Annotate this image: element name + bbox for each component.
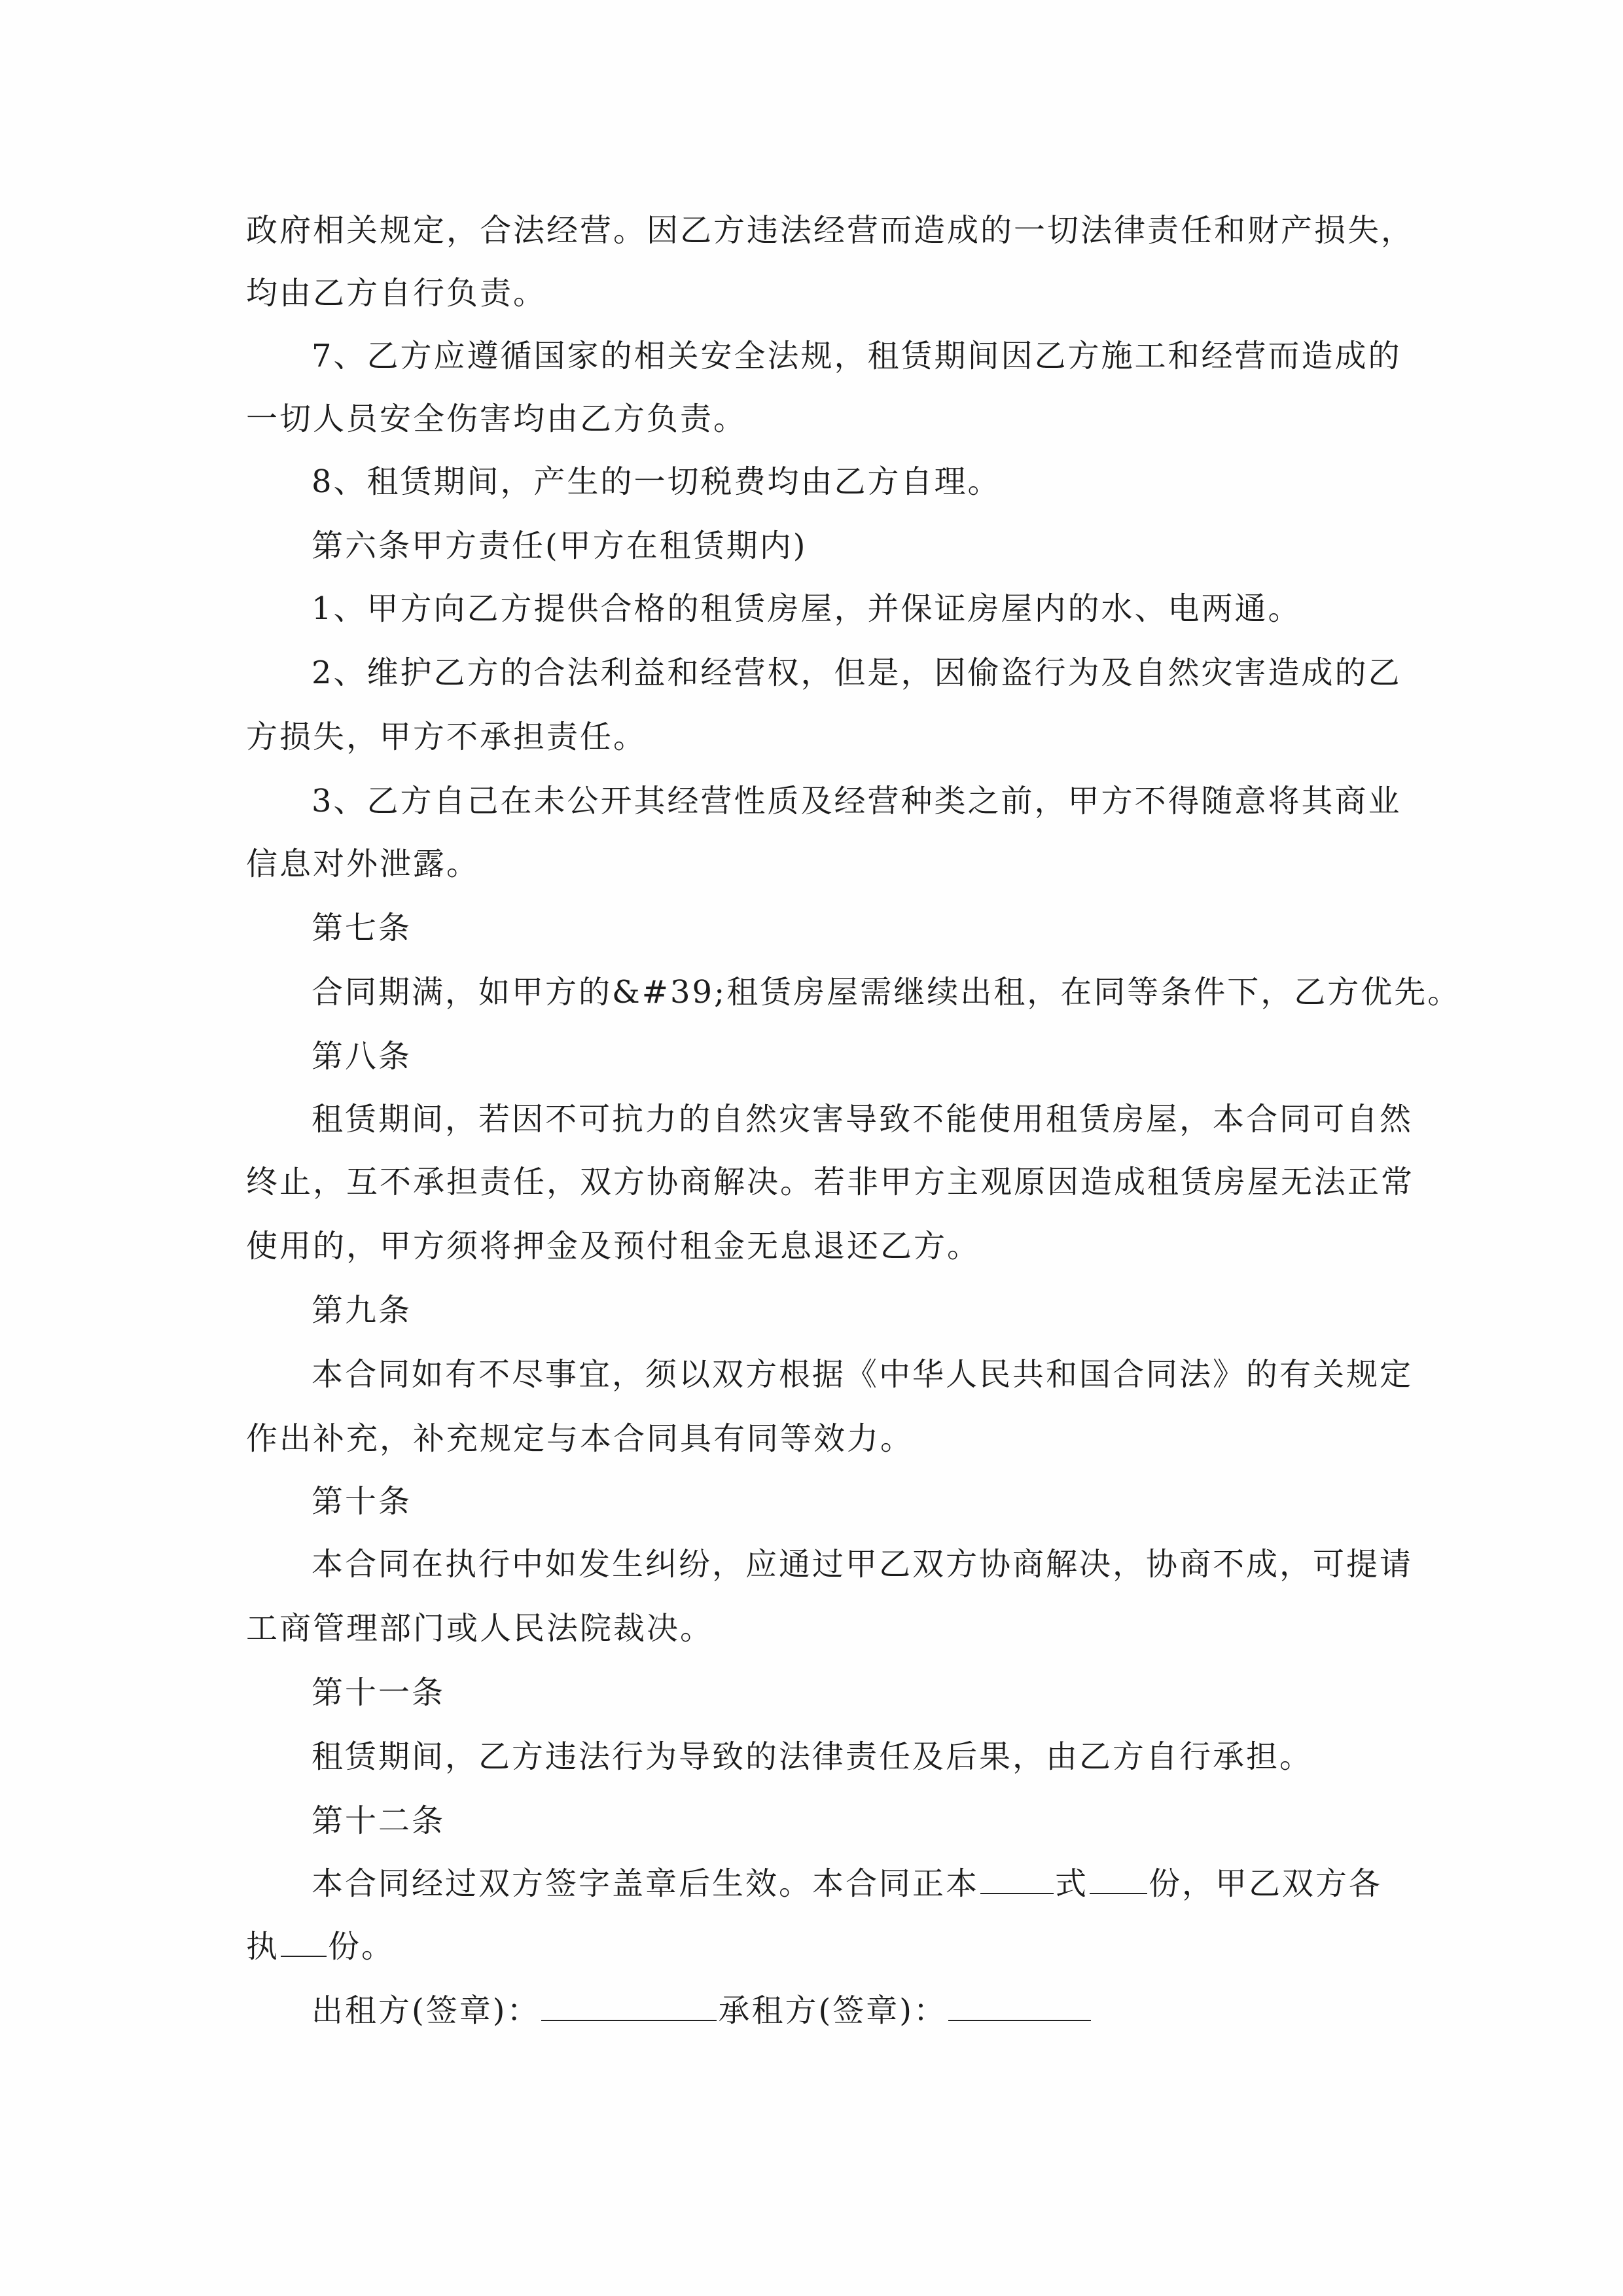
article-11-text: 租赁期间，乙方违法行为导致的法律责任及后果，由乙方自行承担。 xyxy=(312,1738,1313,1775)
paragraph-line: 终止，互不承担责任，双方协商解决。若非甲方主观原因造成租赁房屋无法正常 xyxy=(246,1164,1415,1200)
article-10-text: 本合同在执行中如发生纠纷，应通过甲乙双方协商解决，协商不成，可提请 xyxy=(312,1546,1414,1583)
article-12-text xyxy=(312,1863,1382,1905)
paragraph-line: 使用的，甲方须将押金及预付租金无息退还乙方。 xyxy=(246,1228,981,1265)
lessee-signature-blank xyxy=(948,1990,1091,2021)
paragraph-line xyxy=(246,1926,395,1967)
article-6-heading: 第六条甲方责任(甲方在租赁期内) xyxy=(312,528,808,564)
article-8-text: 租赁期间，若因不可抗力的自然灾害导致不能使用租赁房屋，本合同可自然 xyxy=(312,1101,1414,1138)
copies-blank xyxy=(1090,1863,1147,1894)
article-12-heading: 第十二条 xyxy=(312,1803,446,1839)
paragraph-line: 作出补充，补充规定与本合同具有同等效力。 xyxy=(246,1420,914,1457)
lessor-label: 出租方(签章)： xyxy=(312,1992,541,2029)
lessee-label: 承租方(签章)： xyxy=(718,1992,947,2029)
copies-text: 执 xyxy=(246,1928,280,1965)
clause-7-line: 7、乙方应遵循国家的相关安全法规，租赁期间因乙方施工和经营而造成的 xyxy=(312,338,1402,374)
paragraph-line: 方损失，甲方不承担责任。 xyxy=(246,719,647,755)
clause-2-line: 2、维护乙方的合法利益和经营权，但是，因偷盗行为及自然灾害造成的乙 xyxy=(312,655,1402,691)
paragraph-line: 信息对外泄露。 xyxy=(246,846,480,882)
article-8-heading: 第八条 xyxy=(312,1038,412,1075)
clause-3-line: 3、乙方自己在未公开其经营性质及经营种类之前，甲方不得随意将其商业 xyxy=(312,783,1402,819)
article-9-text: 本合同如有不尽事宜，须以双方根据《中华人民共和国合同法》的有关规定 xyxy=(312,1356,1414,1393)
lessor-signature-blank xyxy=(541,1990,717,2021)
copies-text: 份。 xyxy=(328,1928,395,1965)
clause-8-line: 8、租赁期间，产生的一切税费均由乙方自理。 xyxy=(312,463,1001,500)
copies-text: 式 xyxy=(1055,1865,1089,1902)
paragraph-line: 政府相关规定，合法经营。因乙方违法经营而造成的一切法律责任和财产损失， xyxy=(246,212,1415,249)
signature-line xyxy=(312,1990,1092,2032)
paragraph-line: 均由乙方自行负责。 xyxy=(246,275,547,312)
copies-text: 本合同经过双方签字盖章后生效。本合同正本 xyxy=(312,1865,980,1902)
paragraph-line: 一切人员安全伤害均由乙方负责。 xyxy=(246,401,747,437)
copies-text: 份，甲乙双方各 xyxy=(1149,1865,1383,1902)
article-7-text: 合同期满，如甲方的&#39;租赁房屋需继续出租，在同等条件下，乙方优先。 xyxy=(312,974,1461,1011)
copies-blank xyxy=(980,1863,1054,1894)
clause-1-line: 1、甲方向乙方提供合格的租赁房屋，并保证房屋内的水、电两通。 xyxy=(312,590,1302,627)
article-11-heading: 第十一条 xyxy=(312,1674,446,1711)
article-9-heading: 第九条 xyxy=(312,1292,412,1329)
copies-blank xyxy=(281,1926,327,1957)
article-7-heading: 第七条 xyxy=(312,910,412,946)
paragraph-line: 工商管理部门或人民法院裁决。 xyxy=(246,1610,714,1647)
article-10-heading: 第十条 xyxy=(312,1483,412,1520)
